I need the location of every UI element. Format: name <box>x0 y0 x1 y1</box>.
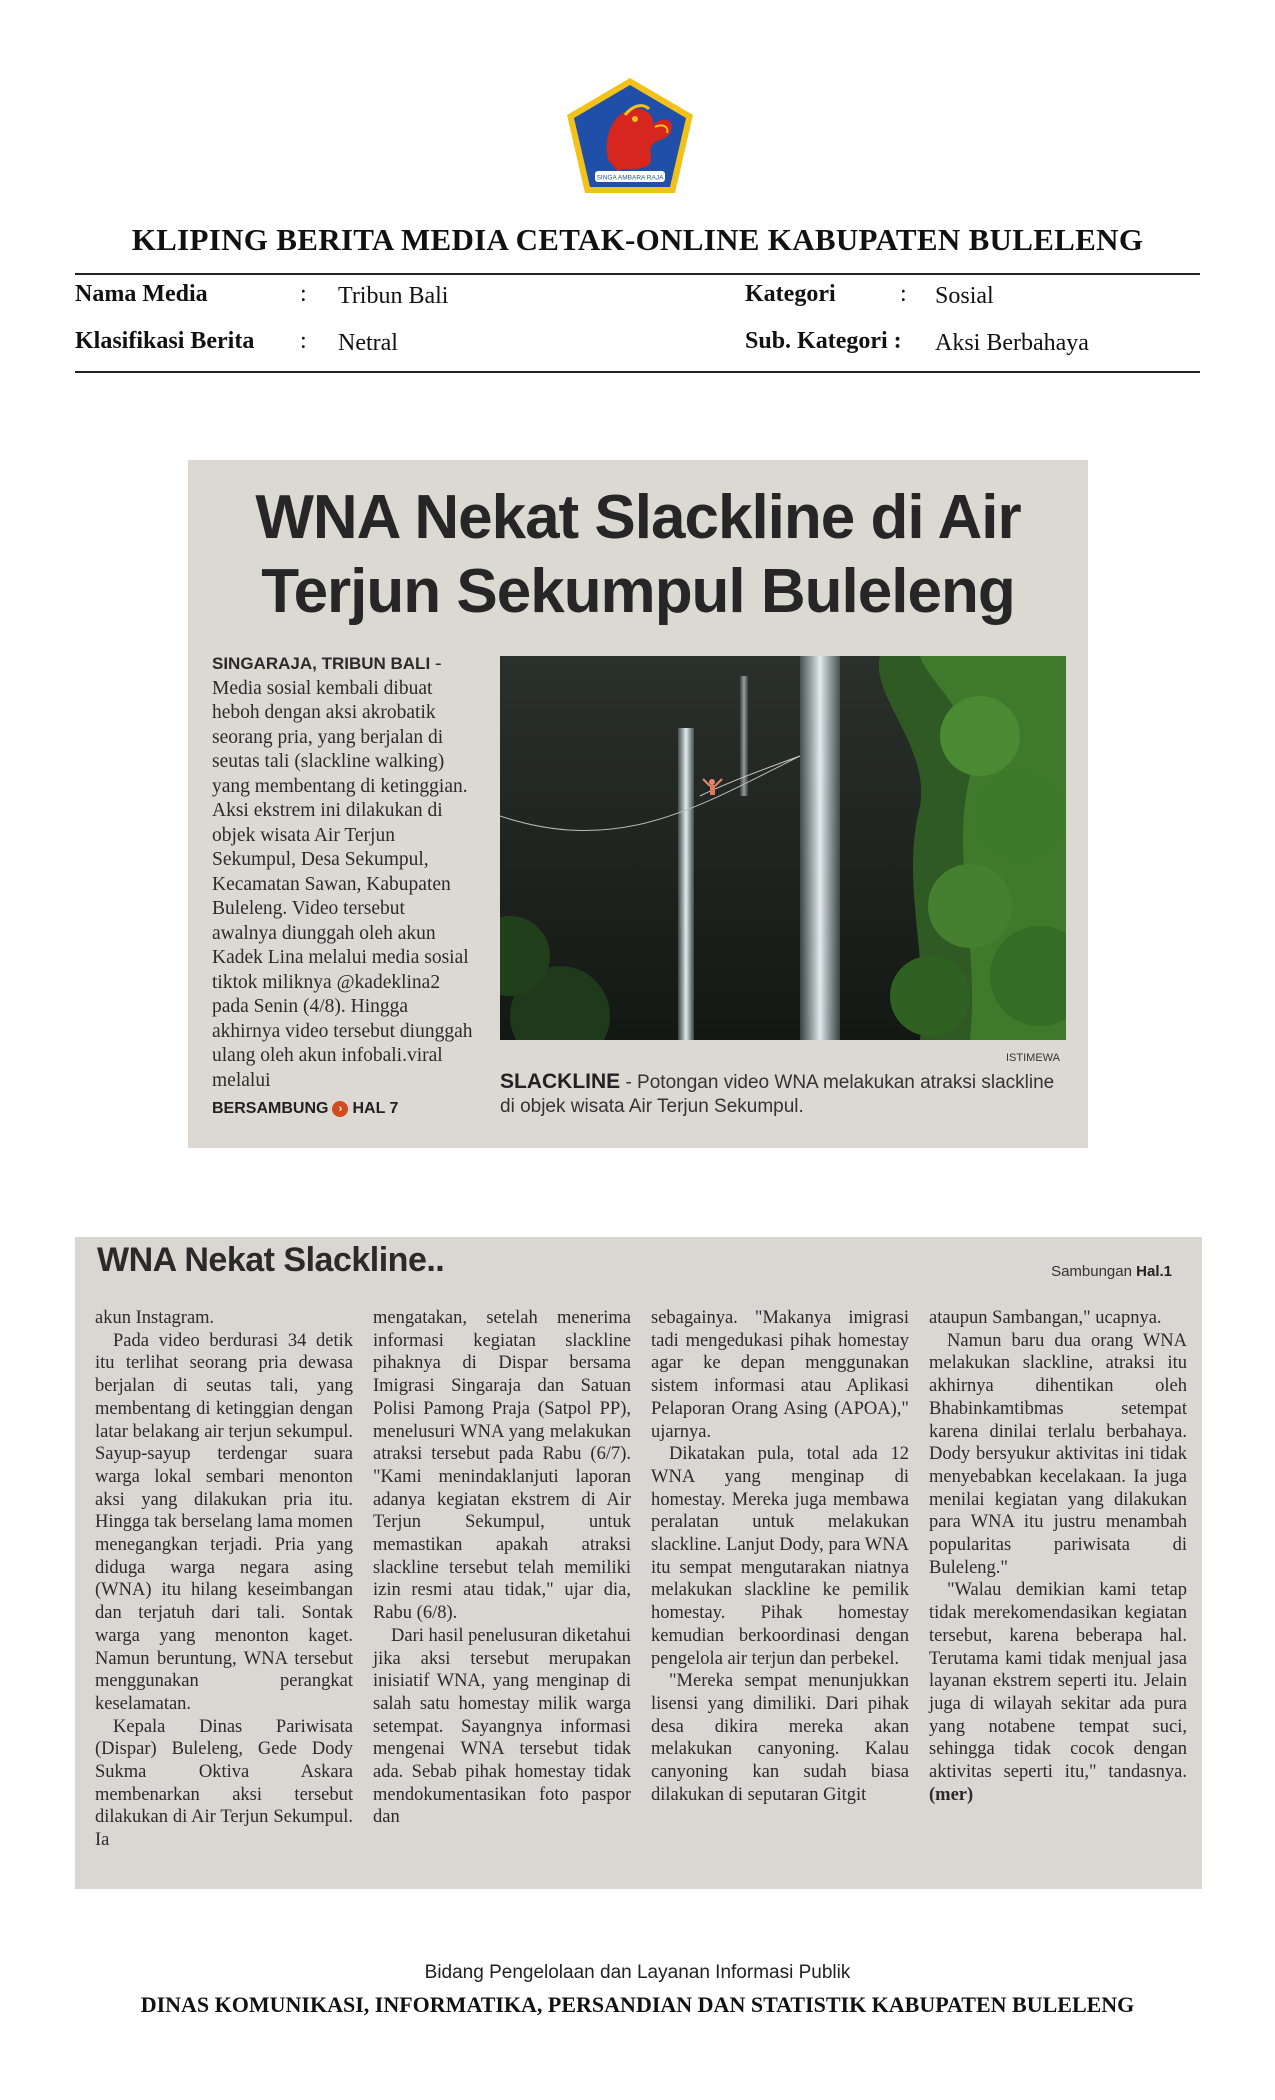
colon: : <box>300 281 307 307</box>
photo-credit: ISTIMEWA <box>1006 1052 1060 1064</box>
colon: : <box>300 328 307 354</box>
author-initials: (mer) <box>929 1784 974 1805</box>
top-divider <box>75 273 1200 275</box>
article-column-3 <box>651 1307 909 1806</box>
buleleng-crest-logo <box>563 75 698 198</box>
paragraph: Dari hasil penelusuran diketahui jika aksi tersebut merupakan inisiatif WNA, yang menginap di salah satu homestay milik warga setempat. Sayangnya informasi mengenai WNA tersebut tidak ada. Sebab pihak homestay tidak mendokumentasikan foto paspor dan <box>373 1625 631 1828</box>
paragraph: akun Instagram. <box>95 1308 215 1328</box>
lead-text: - Media sosial kembali dibuat heboh dengan aksi akrobatik seorang pria, yang berjalan di seutas tali (slackline walking) yang membentang di ketinggian. Aksi ekstrem ini dilakukan di objek wisata Air Terjun Sekumpul, Desa Sekumpul, Kecamatan Sawan, Kabupaten Buleleng. Video tersebut awalnya diunggah oleh akun Kadek Lina melalui media sosial tiktok miliknya @kadeklina2 pada Senin (4/8). Hingga akhirnya video tersebut diunggah ulang oleh akun infobali.viral melalui <box>212 653 473 1091</box>
paragraph: Kepala Dinas Pariwisata (Dispar) Buleleng, Gede Dody Sukma Oktiva Askara membenarkan aksi tersebut dilakukan di Air Terjun Sekumpul. Ia <box>95 1716 353 1851</box>
klasifikasi-label: Klasifikasi Berita <box>75 328 255 354</box>
paragraph: ataupun Sambangan," ucapnya. <box>929 1308 1162 1328</box>
article-column-2 <box>373 1307 631 1829</box>
clipping-continuation <box>75 1237 1202 1889</box>
closing-quote: "Walau demikian kami tetap tidak merekomendasikan kegiatan tersebut, karena beberapa hal. Terutama kami tidak menjual jasa layanan ekstrem seperti itu. Jelain juga di wilayah sekitar ada pura yang notabene tempat suci, sehingga tidak cocok dengan aktivitas seperti itu," tandasnya. <box>929 1580 1187 1783</box>
kategori-value: Sosial <box>935 283 994 309</box>
article-column-4 <box>929 1307 1187 1806</box>
paragraph: "Mereka sempat menunjukkan lisensi yang dimiliki. Dari pihak desa dikira mereka akan melakukan canyoning. Kalau canyoning kan sudah biasa dilakukan di seputaran Gitgit <box>651 1671 909 1805</box>
sub-kategori-value: Aksi Berbahaya <box>935 330 1089 356</box>
arrow-right-icon: › <box>332 1101 348 1117</box>
lead-paragraph <box>212 652 474 1093</box>
paragraph: mengatakan, setelah menerima informasi kegiatan slackline pihaknya di Dispar bersama Imigrasi Singaraja dan Satuan Polisi Pamong Praja (Satpol PP), menelusuri WNA yang melakukan atraksi tersebut pada Rabu (6/7). "Kami menindaklanjuti laporan adanya kegiatan ekstrem di Air Terjun Sekumpul, untuk memastikan apakah atraksi slackline tersebut telah memiliki izin resmi atau tidak," ujar dia, Rabu (6/8). <box>373 1308 631 1624</box>
paragraph: sebagainya. "Makanya imigrasi tadi mengedukasi pihak homestay agar ke depan menggunakan sistem informasi atau Aplikasi Pelaporan Orang Asing (APOA)," ujarnya. <box>651 1308 909 1442</box>
colon: : <box>900 281 907 307</box>
caption-text: - Potongan video WNA melakukan atraksi slackline di objek wisata Air Terjun Sekumpul. <box>500 1072 1055 1117</box>
logo-motto: SINGA AMBARA RAJA <box>596 174 664 182</box>
footer-agency: DINAS KOMUNIKASI, INFORMATIKA, PERSANDIAN DAN STATISTIK KABUPATEN BULELENG <box>140 1992 1135 2017</box>
dateline: SINGARAJA, TRIBUN BALI <box>212 654 431 673</box>
photo-caption <box>500 1070 1070 1119</box>
waterfall-photo <box>500 656 1066 1040</box>
paragraph: Pada video berdurasi 34 detik itu terlihat seorang pria dewasa berjalan di seutas tali, yang membentang di ketinggian dengan latar belakang air terjun sekumpul. Sayup-sayup terdengar suara warga lokal sembari menonton aksi yang dilakukan pria itu. Hingga tak berselang lama momen menegangkan terjadi. Pria yang diduga warga negara asing (WNA) itu hilang keseimbangan dan terjatuh dari tali. Sontak warga yang menonton kaget. Namun beruntung, WNA tersebut menggunakan perangkat keselamatan. <box>95 1330 353 1714</box>
article-column-1 <box>95 1307 353 1852</box>
meta-divider <box>75 371 1200 373</box>
sub-kategori-label: Sub. Kategori : <box>745 328 902 354</box>
sambungan-page: Hal.1 <box>1136 1263 1172 1280</box>
continued-marker <box>212 1100 398 1118</box>
paragraph: Namun baru dua orang WNA melakukan slackline, atraksi itu akhirnya dihentikan oleh Bhabinkamtibmas setempat karena dinilai terlalu berbahaya. Dody bersyukur aktivitas ini tidak menyebabkan kecelakaan. Ia juga menilai kegiatan yang dilakukan para WNA itu justru menambah popularitas pariwisata di Buleleng." <box>929 1330 1187 1578</box>
nama-media-label: Nama Media <box>75 281 208 307</box>
footer-division: Bidang Pengelolaan dan Layanan Informasi Publik <box>424 1962 851 1983</box>
page-title: KLIPING BERITA MEDIA CETAK-ONLINE KABUPATEN BULELENG <box>131 222 1144 257</box>
caption-label: SLACKLINE <box>500 1070 621 1093</box>
headline-line-2: Terjun Sekumpul Buleleng <box>261 557 1015 626</box>
continuation-headline: WNA Nekat Slackline.. <box>97 1241 445 1279</box>
kategori-label: Kategori <box>745 281 836 307</box>
sambungan-text: Sambungan <box>1051 1263 1132 1280</box>
sambungan-label <box>1051 1263 1172 1280</box>
paragraph <box>929 1579 1187 1806</box>
continued-label: BERSAMBUNG <box>212 1100 329 1117</box>
klasifikasi-value: Netral <box>338 330 398 356</box>
nama-media-value: Tribun Bali <box>338 283 449 309</box>
headline-line-1: WNA Nekat Slackline di Air <box>255 483 1021 552</box>
paragraph: Dikatakan pula, total ada 12 WNA yang menginap di homestay. Mereka juga membawa peralatan untuk melakukan slackline. Lanjut Dody, para WNA itu sempat mengutarakan niatnya melakukan slackline ke pemilik homestay. Pihak homestay kemudian berkoordinasi dengan pengelola air terjun dan perbekel. <box>651 1444 909 1669</box>
continued-page: HAL 7 <box>352 1100 399 1117</box>
clipping-front-page <box>188 460 1088 1148</box>
